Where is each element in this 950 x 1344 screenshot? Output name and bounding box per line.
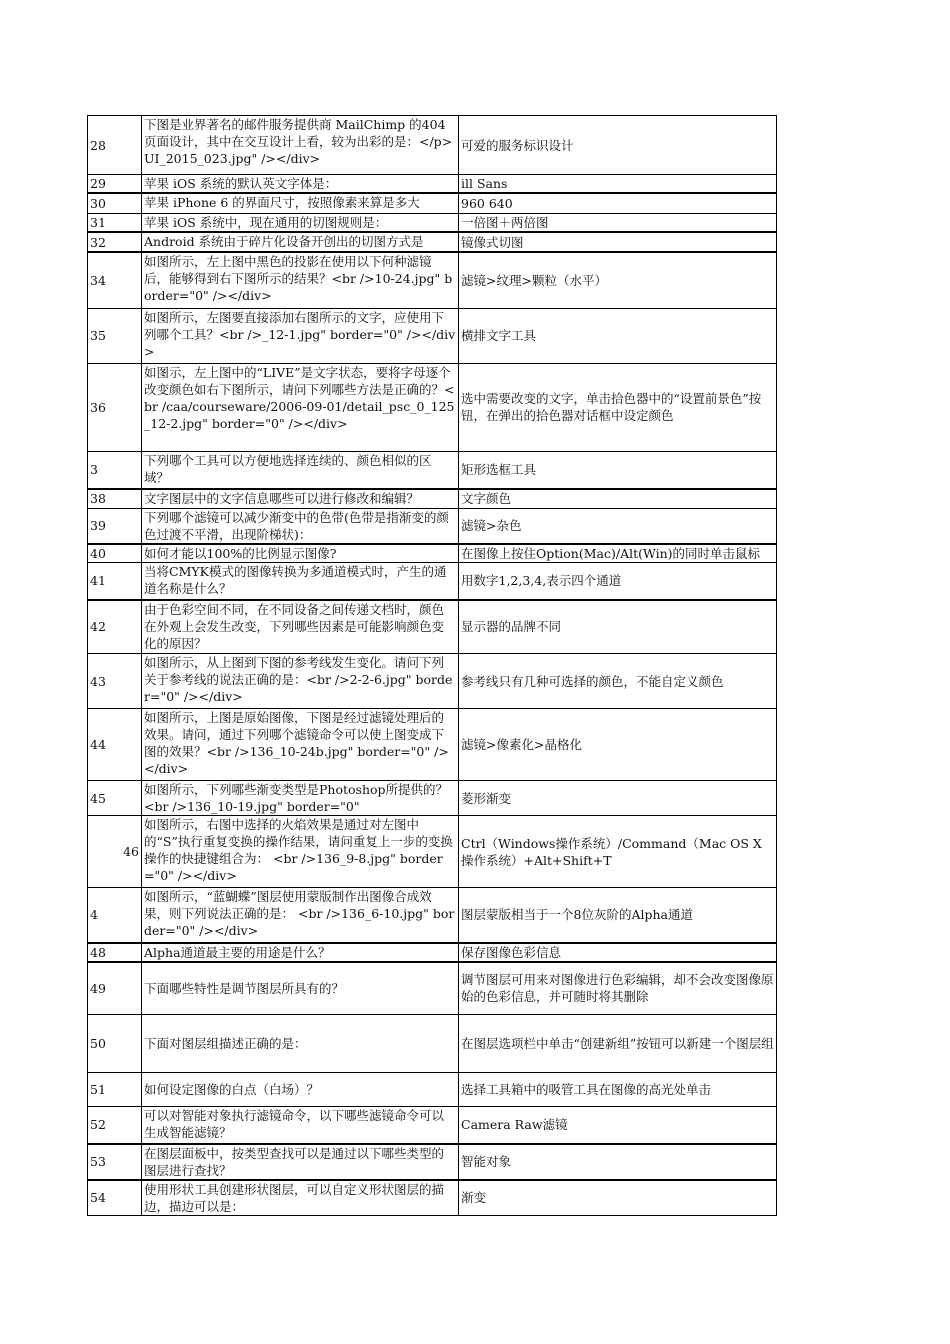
row-number: 44 (88, 709, 142, 781)
question-cell: 在图层面板中，按类型查找可以是通过以下哪些类型的图层进行查找？ (142, 1144, 459, 1180)
answer-cell: 滤镜>像素化>晶格化 (459, 709, 777, 781)
row-number: 35 (88, 308, 142, 363)
answer-cell: 显示器的品牌不同 (459, 600, 777, 654)
row-number: 28 (88, 116, 142, 175)
table-row (88, 709, 777, 781)
answer-cell: 横排文字工具 (459, 308, 777, 363)
row-number: 42 (88, 600, 142, 654)
question-cell: 如图所示，右图中选择的火焰效果是通过对左图中的“S”执行重复变换的操作结果，请问重复上一步的变换操作的快捷键组合为： <br />136_9-8.jpg" border="0" /></div> (142, 816, 459, 888)
row-number: 30 (88, 193, 142, 213)
answer-cell: 在图像上按住Option(Mac)/Alt(Win)的同时单击鼠标 (459, 544, 777, 563)
row-number: 32 (88, 232, 142, 252)
table-row (88, 888, 777, 943)
question-table (87, 115, 777, 1216)
row-number: 39 (88, 508, 142, 544)
row-number: 46 (88, 816, 142, 888)
answer-cell: 菱形渐变 (459, 781, 777, 816)
table-row (88, 1144, 777, 1180)
answer-cell: 矩形选框工具 (459, 451, 777, 489)
answer-cell: 文字颜色 (459, 489, 777, 508)
row-number: 3 (88, 451, 142, 489)
table-row (88, 451, 777, 489)
question-cell: Android 系统由于碎片化设备开创出的切图方式是 (142, 232, 459, 252)
answer-cell: 用数字1,2,3,4,表示四个通道 (459, 563, 777, 600)
row-number: 51 (88, 1073, 142, 1107)
table-row (88, 175, 777, 194)
table-row (88, 544, 777, 563)
answer-cell: 保存图像色彩信息 (459, 943, 777, 962)
table-row (88, 193, 777, 213)
question-cell: 使用形状工具创建形状图层，可以自定义形状图层的描边，描边可以是： (142, 1180, 459, 1216)
table-row (88, 816, 777, 888)
row-number: 54 (88, 1180, 142, 1216)
row-number: 52 (88, 1107, 142, 1144)
table-row (88, 943, 777, 962)
answer-cell: 滤镜>杂色 (459, 508, 777, 544)
table-row (88, 489, 777, 508)
question-cell: 苹果 iPhone 6 的界面尺寸，按照像素来算是多大 (142, 193, 459, 213)
table-row (88, 781, 777, 816)
question-cell: 如何才能以100%的比例显示图像? (142, 544, 459, 563)
table-row (88, 1073, 777, 1107)
question-cell: 下面哪些特性是调节图层所具有的？ (142, 962, 459, 1015)
table-row (88, 213, 777, 232)
row-number: 43 (88, 654, 142, 709)
table-row (88, 116, 777, 175)
question-cell: 下图是业界著名的邮件服务提供商 MailChimp 的404页面设计，其中在交互设计上看，较为出彩的是：</p>UI_2015_023.jpg" /></div> (142, 116, 459, 175)
row-number: 38 (88, 489, 142, 508)
answer-cell: 参考线只有几种可选择的颜色，不能自定义颜色 (459, 654, 777, 709)
question-cell: Alpha通道最主要的用途是什么？ (142, 943, 459, 962)
question-cell: 文字图层中的文字信息哪些可以进行修改和编辑？ (142, 489, 459, 508)
answer-cell: 智能对象 (459, 1144, 777, 1180)
answer-cell: 滤镜>纹理>颗粒（水平） (459, 252, 777, 308)
question-cell: 下列哪个工具可以方便地选择连续的、颜色相似的区域？ (142, 451, 459, 489)
answer-cell: 960 640 (459, 193, 777, 213)
question-cell: 当将CMYK模式的图像转换为多通道模式时，产生的通道名称是什么？ (142, 563, 459, 600)
row-number: 50 (88, 1015, 142, 1073)
answer-cell: 可爱的服务标识设计 (459, 116, 777, 175)
answer-cell: 图层蒙版相当于一个8位灰阶的Alpha通道 (459, 888, 777, 943)
table-row (88, 252, 777, 308)
answer-cell: 调节图层可用来对图像进行色彩编辑，却不会改变图像原始的色彩信息，并可随时将其删除 (459, 962, 777, 1015)
question-cell: 苹果 iOS 系统中，现在通用的切图规则是： (142, 213, 459, 232)
table-row (88, 1015, 777, 1073)
table-row (88, 363, 777, 451)
answer-cell: ill Sans (459, 175, 777, 194)
table-row (88, 654, 777, 709)
row-number: 45 (88, 781, 142, 816)
table-row (88, 508, 777, 544)
row-number: 34 (88, 252, 142, 308)
question-cell: 下面对图层组描述正确的是： (142, 1015, 459, 1073)
row-number: 53 (88, 1144, 142, 1180)
question-cell: 如图所示，左上图中黑色的投影在使用以下何种滤镜后，能够得到右下图所示的结果？<br />10-24.jpg" border="0" /></div> (142, 252, 459, 308)
answer-cell: Ctrl（Windows操作系统）/Command（Mac OS X操作系统）+Alt+Shift+T (459, 816, 777, 888)
question-cell: 如图所示，上图是原始图像，下图是经过滤镜处理后的效果。请问，通过下列哪个滤镜命令可以使上图变成下图的效果？<br />136_10-24b.jpg" border="0" /></div> (142, 709, 459, 781)
question-cell: 如图所示，下列哪些渐变类型是Photoshop所提供的？<br />136_10-19.jpg" border="0" (142, 781, 459, 816)
question-cell: 由于色彩空间不同，在不同设备之间传递文档时，颜色在外观上会发生改变，下列哪些因素是可能影响颜色变化的原因？ (142, 600, 459, 654)
answer-cell: 选中需要改变的文字，单击拾色器中的“设置前景色”按钮，在弹出的拾色器对话框中设定颜色 (459, 363, 777, 451)
table-row (88, 308, 777, 363)
question-cell: 如图所示，“蓝蝴蝶”图层使用蒙版制作出图像合成效果，则下列说法正确的是： <br />136_6-10.jpg" border="0" /></div> (142, 888, 459, 943)
answer-cell: 选择工具箱中的吸管工具在图像的高光处单击 (459, 1073, 777, 1107)
question-cell: 如图示，左上图中的“LIVE”是文字状态，要将字母逐个改变颜色如右下图所示，请问下列哪些方法是正确的？<br /caa/courseware/2006-09-01/detail_psc_0_125_12-2.jpg" border="0" /></div> (142, 363, 459, 451)
answer-cell: 在图层选项栏中单击“创建新组”按钮可以新建一个图层组 (459, 1015, 777, 1073)
table-row (88, 232, 777, 252)
row-number: 4 (88, 888, 142, 943)
answer-cell: 镜像式切图 (459, 232, 777, 252)
question-cell: 如图所示，从上图到下图的参考线发生变化。请问下列关于参考线的说法正确的是：<br />2-2-6.jpg" border="0" /></div> (142, 654, 459, 709)
row-number: 41 (88, 563, 142, 600)
table-row (88, 962, 777, 1015)
row-number: 36 (88, 363, 142, 451)
answer-cell: 渐变 (459, 1180, 777, 1216)
spreadsheet (87, 115, 775, 1216)
question-cell: 如图所示，左图要直接添加右图所示的文字，应使用下列哪个工具？<br />_12-1.jpg" border="0" /></div> (142, 308, 459, 363)
table-row (88, 1180, 777, 1216)
answer-cell: 一倍图＋两倍图 (459, 213, 777, 232)
row-number: 40 (88, 544, 142, 563)
answer-cell: Camera Raw滤镜 (459, 1107, 777, 1144)
row-number: 48 (88, 943, 142, 962)
question-cell: 可以对智能对象执行滤镜命令，以下哪些滤镜命令可以生成智能滤镜？ (142, 1107, 459, 1144)
row-number: 31 (88, 213, 142, 232)
question-cell: 如何设定图像的白点（白场）？ (142, 1073, 459, 1107)
question-cell: 下列哪个滤镜可以减少渐变中的色带(色带是指渐变的颜色过渡不平滑，出现阶梯状)： (142, 508, 459, 544)
row-number: 49 (88, 962, 142, 1015)
question-cell: 苹果 iOS 系统的默认英文字体是： (142, 175, 459, 194)
table-row (88, 563, 777, 600)
row-number: 29 (88, 175, 142, 194)
table-row (88, 1107, 777, 1144)
table-row (88, 600, 777, 654)
